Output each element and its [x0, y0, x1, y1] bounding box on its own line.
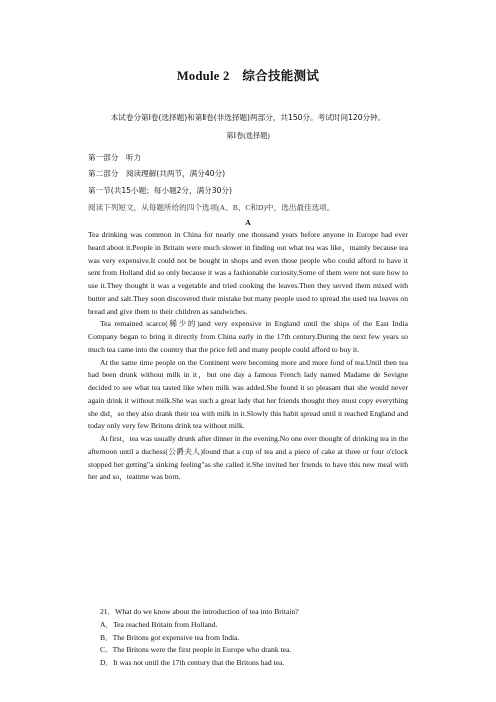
- question-block: [88, 606, 408, 670]
- volume-heading: 第Ⅰ卷(选择题): [226, 132, 270, 140]
- question-stem: 21．What do we know about the introduction of tea into Britain?: [100, 607, 299, 616]
- option-c[interactable]: C．The Britons were the first people in Europe who drank tea.: [100, 645, 292, 655]
- passage-paragraph: At first，tea was usually drunk after dinner in the evening.No one ever thought of drinking tea in the afternoon until a duchess(公爵夫人)found that a cup of tea and a piece of cake at three or four o'clock stopped her getting"a sinking feeling"as she called it.She invited her friends to have this new meal with her and so，teatime was born.: [88, 434, 408, 482]
- passage-paragraph: Tea remained scarce(稀少的)and very expensive in England until the ships of the East India Company began to bring it directly from China early in the 17th century.During the next few years so much tea came into the country that the price fell and many people could afford to buy it.: [88, 319, 408, 354]
- option-a[interactable]: A．Tea reached Britain from Holland.: [100, 619, 218, 629]
- option-d[interactable]: D．It was not until the 17th century that the Britons had tea.: [100, 658, 285, 667]
- passage-paragraph: At the same time people on the Continent were becoming more and more fond of tea.Until then tea had been drunk without milk in it，but one day a famous French lady named Madame de Sevigne decided to see what tea tasted like when milk was added.She found it so pleasant that she would never again drink it without milk.She was such a great lady that her friends thought they must copy everything she did，so they also drank their tea with milk in it.Slowly this habit spread until it reached England and today only very few Britons drink tea without milk.: [88, 357, 408, 431]
- part-two-heading: 第二部分 阅读理解(共两节，满分40分): [88, 169, 226, 178]
- page-title: Module 2 综合技能测试: [176, 69, 320, 83]
- reading-instruction: 阅读下列短文，从每题所给的四个选项(A、B、C和D)中，选出最佳选项。: [88, 203, 335, 212]
- passage-paragraph: Tea drinking was common in China for nearly one thousand years before anyone in Europe had ever heard about it.People in Britain were much slower in finding out what tea was like，mainly because tea was very expensive.It could not be bought in shops and even those people who could afford to have it sent from Holland did so only because it was a fashionable curiosity.Some of them were not sure how to use it.They thought it was a vegetable and tried cooking the leaves.Then they served them mixed with butter and salt.They soon discovered their mistake but many people used to spread the used tea leaves on bread and give them to their children as sandwiches.: [88, 230, 408, 316]
- reading-passage: [88, 229, 408, 484]
- passage-label: A: [245, 218, 251, 227]
- option-b[interactable]: B．The Britons got expensive tea from India.: [100, 632, 240, 642]
- exam-intro: 本试卷分第Ⅰ卷(选择题)和第Ⅱ卷(非选择题)两部分，共150分。考试时间120分钟。: [110, 113, 386, 122]
- part-one-heading: 第一部分 听力: [88, 153, 142, 162]
- section-one-heading: 第一节(共15小题；每小题2分，满分30分): [88, 186, 232, 195]
